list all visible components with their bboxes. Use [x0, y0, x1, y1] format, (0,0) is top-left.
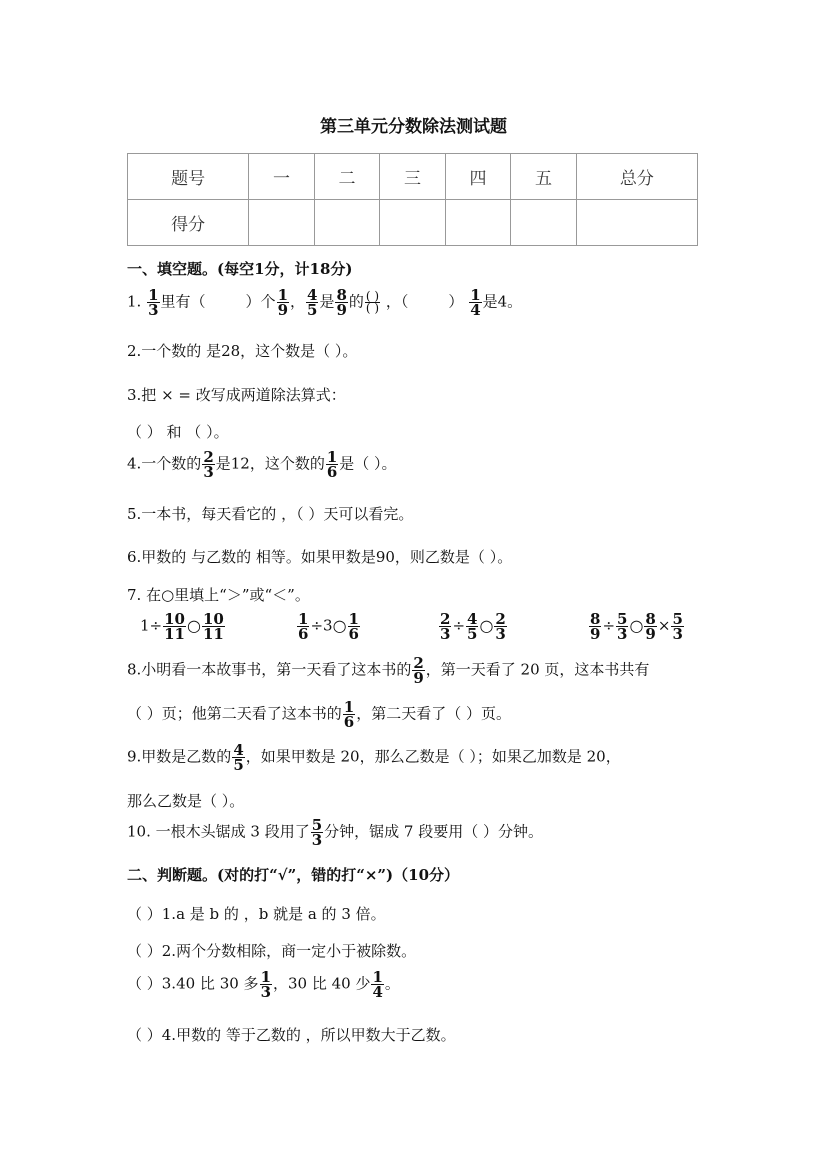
fraction: $\frac{5}{3}$ — [311, 816, 323, 849]
question-7: 7. 在○里填上“＞”或“＜”。 — [127, 586, 310, 604]
q8-text: ，第一天看了 20 页，这本书共有 — [425, 660, 650, 679]
fraction: $\frac{2}{3}$ — [495, 610, 506, 643]
question-2: 2.一个数的 是28，这个数是（ ）。 — [127, 342, 358, 360]
fraction: $\frac{4}{5}$ — [307, 286, 318, 319]
question-9-line-2: 那么乙数是（ ）。 — [127, 792, 245, 810]
score-cell[interactable] — [314, 200, 380, 246]
q10-text: 10. 一根木头锯成 3 段用了 — [127, 822, 310, 841]
question-10 — [127, 818, 543, 847]
question-9-line-1 — [127, 743, 621, 772]
q4-text: 是12，这个数的 — [215, 454, 325, 473]
q1-text: ， — [290, 292, 306, 311]
score-label-cell: 得分 — [128, 200, 249, 246]
fraction: $\frac{1}{4}$ — [372, 968, 383, 1001]
q1-text: 是 — [319, 292, 335, 311]
question-6: 6.甲数的 与乙数的 相等。如果甲数是90，则乙数是（ ）。 — [127, 548, 513, 566]
j3-text: 。 — [384, 974, 400, 993]
judgement-3 — [127, 970, 400, 999]
q1-text: ）个 — [245, 292, 276, 311]
header-cell: 三 — [380, 154, 446, 200]
fraction: $\frac{1}{4}$ — [470, 286, 481, 319]
fraction: $\frac{2}{3}$ — [440, 610, 451, 643]
q7-expression-1 — [140, 612, 226, 641]
q1-text: 里有（ — [160, 292, 206, 311]
score-table-score-row — [128, 200, 698, 246]
question-8-line-2 — [127, 700, 511, 729]
score-cell[interactable] — [380, 200, 446, 246]
fraction: $\frac{1}{3}$ — [260, 968, 271, 1001]
header-cell: 一 — [249, 154, 315, 200]
q8-text: 8.小明看一本故事书，第一天看了这本书的 — [127, 660, 412, 679]
q7-expression-2 — [296, 612, 361, 641]
fraction: $\frac{5}{3}$ — [617, 610, 628, 643]
q7-expression-4 — [588, 612, 685, 641]
q1-text: 是4。 — [482, 292, 523, 311]
section1-heading: 一、填空题。(每空1分，计18分) — [127, 260, 353, 278]
score-cell[interactable] — [249, 200, 315, 246]
fraction: $\frac{4}{5}$ — [233, 741, 244, 774]
fraction: $\frac{8}{9}$ — [336, 286, 347, 319]
q1-text: ，（ — [385, 292, 409, 311]
compare-circle[interactable]: ○ — [629, 615, 644, 635]
header-cell: 题号 — [128, 154, 249, 200]
fraction: $\frac{2}{9}$ — [413, 654, 424, 687]
fraction: $\frac{10}{11}$ — [202, 610, 224, 643]
fraction: $\frac{8}{9}$ — [590, 610, 601, 643]
header-cell: 总分 — [576, 154, 697, 200]
fraction: $\frac{4}{5}$ — [467, 610, 478, 643]
score-cell[interactable] — [576, 200, 697, 246]
fraction: $\frac{1}{3}$ — [148, 286, 159, 319]
q4-text: 是（ ）。 — [339, 454, 397, 473]
q4-text: 4.一个数的 — [127, 454, 202, 473]
j3-text: ，30 比 40 少 — [273, 974, 371, 993]
page-title: 第三单元分数除法测试题 — [320, 117, 507, 137]
score-cell[interactable] — [511, 200, 577, 246]
fraction: $\frac{2}{3}$ — [203, 448, 214, 481]
expr-text: ÷ — [452, 616, 466, 635]
blank-fraction[interactable]: $\frac{( )}{( )}$ — [365, 289, 380, 315]
j3-text: （ ）3.40 比 30 多 — [127, 974, 259, 993]
score-table-header-row — [128, 154, 698, 200]
fraction: $\frac{1}{6}$ — [348, 610, 359, 643]
fraction: $\frac{1}{9}$ — [277, 286, 288, 319]
question-1 — [127, 288, 522, 317]
header-cell: 二 — [314, 154, 380, 200]
compare-circle[interactable]: ○ — [479, 615, 494, 635]
q7-expression-3 — [438, 612, 508, 641]
section2-heading: 二、判断题。(对的打“√”，错的打“×”)（10分） — [127, 866, 460, 884]
q1-text: 的 — [348, 292, 364, 311]
judgement-4: （ ）4.甲数的 等于乙数的 ，所以甲数大于乙数。 — [127, 1026, 456, 1044]
question-5: 5.一本书，每天看它的 ，（ ）天可以看完。 — [127, 505, 414, 523]
score-cell[interactable] — [445, 200, 511, 246]
expr-text: × — [657, 616, 671, 635]
fraction: $\frac{10}{11}$ — [164, 610, 185, 643]
q9-text: ，如果甲数是 20，那么乙数是（ ）；如果乙加数是 20， — [245, 747, 621, 766]
question-3: 3.把 × = 改写成两道除法算式： — [127, 386, 346, 404]
fraction: $\frac{1}{6}$ — [343, 698, 355, 731]
question-8-line-1 — [127, 656, 649, 685]
q10-text: 分钟，锯成 7 段要用（ ）分钟。 — [324, 822, 544, 841]
header-cell: 四 — [445, 154, 511, 200]
question-3-answer-line: （ ） 和 （ ）。 — [127, 423, 229, 441]
compare-circle[interactable]: ○ — [187, 615, 201, 635]
expr-text: 1÷ — [140, 616, 163, 635]
expr-text: ÷3 — [310, 616, 333, 635]
score-table — [127, 153, 698, 246]
q1-text: ） — [448, 292, 464, 311]
judgement-2: （ ）2.两个分数相除，商一定小于被除数。 — [127, 942, 417, 960]
q8-text: （ ）页；他第二天看了这本书的 — [127, 704, 342, 723]
fraction: $\frac{8}{9}$ — [645, 610, 656, 643]
header-cell: 五 — [511, 154, 577, 200]
compare-circle[interactable]: ○ — [332, 615, 347, 635]
fraction: $\frac{1}{6}$ — [298, 610, 309, 643]
q8-text: ，第二天看了（ ）页。 — [356, 704, 511, 723]
fraction: $\frac{5}{3}$ — [672, 610, 683, 643]
q9-text: 9.甲数是乙数的 — [127, 747, 232, 766]
q1-number: 1. — [127, 292, 142, 311]
fraction: $\frac{1}{6}$ — [326, 448, 338, 481]
judgement-1: （ ）1.a 是 b 的 ，b 就是 a 的 3 倍。 — [127, 905, 386, 923]
expr-text: ÷ — [602, 616, 616, 635]
question-4 — [127, 450, 397, 479]
